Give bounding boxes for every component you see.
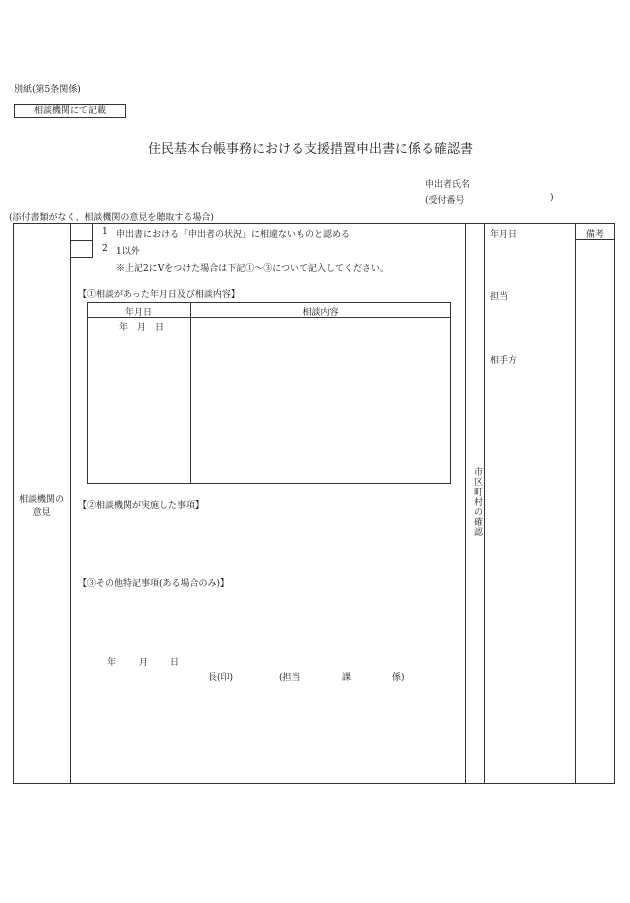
- col-content-header: 相談内容: [302, 308, 339, 318]
- attachment-label: 別紙(第5条関係): [14, 85, 81, 95]
- date-placeholder[interactable]: 年 月 日: [119, 323, 165, 333]
- sign-day: 日: [170, 658, 180, 668]
- municipality-counterpart-label: 相手方: [490, 356, 518, 366]
- head-seal-label: 長(印): [208, 673, 234, 683]
- contact-person-label: (担当: [279, 673, 301, 683]
- receipt-number-label: (受付番号: [425, 196, 465, 206]
- staff-label: 係): [392, 673, 405, 683]
- option-1-number: 1: [102, 227, 108, 237]
- entry-note-box: [14, 104, 126, 118]
- consultation-table-divider: [190, 302, 191, 484]
- label-line-1: 相談機関の: [18, 495, 64, 505]
- sign-year: 年: [107, 658, 117, 668]
- remarks-label: 備考: [585, 230, 604, 240]
- option-2-number: 2: [102, 244, 108, 254]
- municipality-confirmation-label: 市区町村の確認: [472, 467, 482, 537]
- sign-month: 月: [139, 658, 149, 668]
- col-date-header: 年月日: [124, 308, 152, 318]
- label-line-2: 意見: [32, 508, 51, 518]
- col-divider-remarks: [575, 223, 576, 784]
- col-divider-left: [70, 223, 71, 784]
- option-1-checkbox[interactable]: [70, 223, 93, 241]
- document-title: 住民基本台帳事務における支援措置申出書に係る確認書: [148, 142, 474, 157]
- section2-heading: 【②相談機関が実施した事項】: [78, 501, 205, 511]
- instruction-note: ※上記2にVをつけた場合は下記①～③について記入してください。: [116, 264, 390, 274]
- option-2-text: 1以外: [116, 247, 140, 257]
- col-divider-date: [484, 223, 485, 784]
- section3-heading: 【③その他特記事項(ある場合のみ)】: [78, 579, 230, 589]
- applicant-name-label: 申出者氏名: [425, 180, 471, 190]
- municipality-person-label: 担当: [490, 292, 509, 302]
- section1-heading: 【①相談があった年月日及び相談内容】: [78, 290, 240, 300]
- option-1-text: 申出書における「申出者の状況」に相違ないものと認める: [116, 230, 351, 240]
- option-2-checkbox[interactable]: [70, 240, 93, 258]
- section-label: 課: [342, 673, 352, 683]
- condition-note: (添付書類がなく、相談機関の意見を聴取する場合): [9, 213, 214, 223]
- consultation-opinion-label: [13, 494, 70, 520]
- entry-note: 相談機関にて記載: [33, 106, 106, 116]
- municipality-date-label: 年月日: [490, 230, 518, 240]
- receipt-number-close: ): [550, 193, 554, 203]
